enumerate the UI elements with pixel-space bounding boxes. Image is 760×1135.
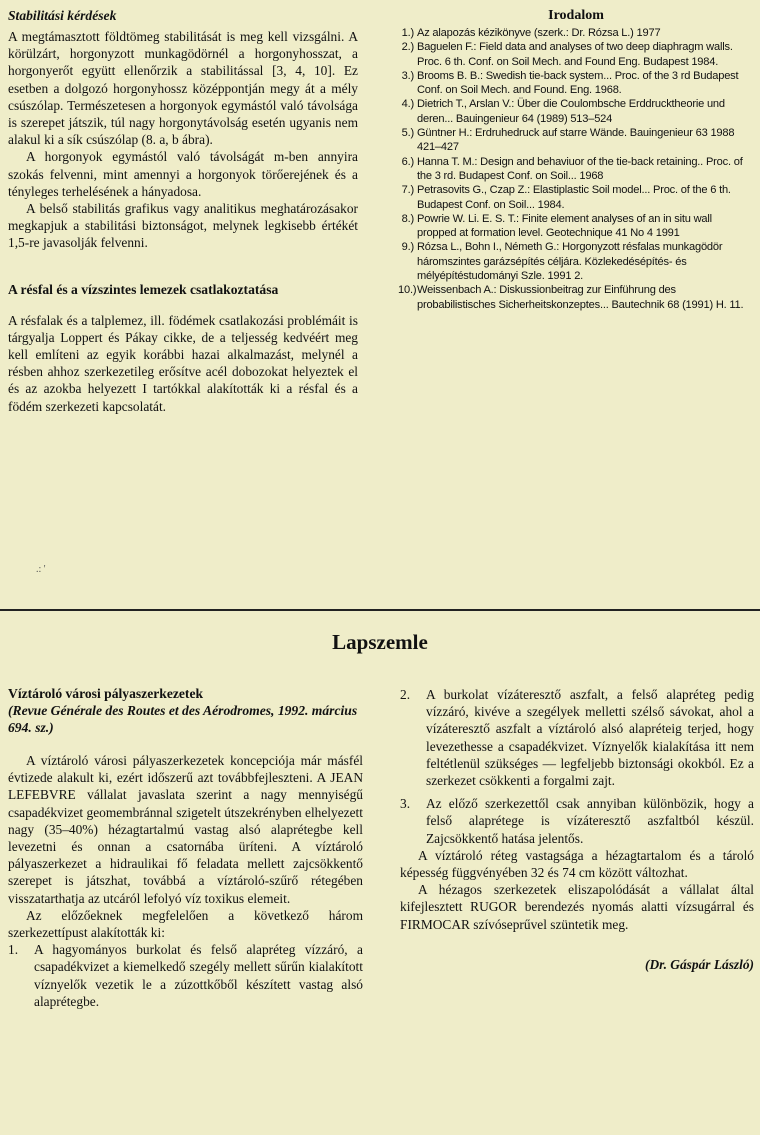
connection-paragraph: A résfalak és a talplemez, ill. födémek csatlakozási problémáit is tárgyalja Loppert és Pákay cikke, de a teljesség kedvéért meg kell említeni az egyik korábbi hazai alkalmazást, melynél a résben ahhoz szerkezetileg erősítve acél dobozokat helyeztek el és az azokba helyezett I tartókkal alakították ki a résfal és a födém szerkezeti kapcsolatát. [8,312,358,414]
list-item-2-number: 2. [400,687,411,702]
section-divider [0,609,760,611]
reference-text: Güntner H.: Erdruhedruck auf starre Wände. Bauingenieur 63 1988 421–427 [417,127,735,154]
list-item-1-number: 1. [8,942,19,958]
reference-number: 1.) [401,27,414,39]
list-item-2-text: A burkolat vízáteresztő aszfalt, a felső alapréteg pedig vízzáró, kivéve a szegélyek melletti szélső sávokat, ahol a vízáteresztő aszfalt a víztároló alsó alapréteig terjed, hogy levezethesse a csapadékvizet. Víznyelők kialakítása itt nem feltétlenül szükséges — legfeljebb biztonsági okokból. Ez a szerkezet csökkenti a forgalmi zajt. [426,687,754,789]
references-list [398,26,754,312]
reference-number: 3.) [401,69,414,82]
reference-item [398,183,754,212]
reference-item [398,212,754,241]
reference-text: Dietrich T., Arslan V.: Über die Coulombsche Erddrucktheorie und deren... Bauingenieur 64 (1989) 513–524 [417,98,725,125]
list-item-3-number: 3. [400,796,411,812]
review-paragraph-2: Az előzőeknek megfelelően a következő három szerkezettípust alakították ki: [8,907,363,941]
connection-heading: A résfal és a vízszintes lemezek csatlakoztatása [8,281,279,297]
references-section [398,8,754,312]
review-paragraph-4: A hézagos szerkezetek eliszapolódását a vállalat által kifejlesztett RUGOR berendezés nyomás alatti vízsugárral és FIRMOCAR szívóseprűvel szüntetik meg. [400,882,754,932]
list-item-2 [400,686,754,789]
reference-item [398,155,754,184]
reference-item [398,126,754,155]
reference-text: Brooms B. B.: Swedish tie-back system... Proc. of the 3 rd Budapest Conf. on Soil Mech. and Found. Eng. 1968. [417,69,739,97]
review-right-column [400,686,754,973]
reference-text: Powrie W. Li. E. S. T.: Finite element analyses of an in situ wall propped at formation level. Geotechnique 41 No 4 1991 [417,212,712,240]
list-item-1 [8,941,363,1010]
reference-number: 6.) [401,155,414,168]
reference-text: Hanna T. M.: Design and behaviuor of the tie-back retaining.. Proc. of the 3 rd. Budapest Conf. on Soil... 1968 [417,155,743,182]
review-heading: Víztároló városi pályaszerkezetek [8,686,204,701]
stability-paragraph-1: A megtámasztott földtömeg stabilitását is meg kell vizsgálni. A körülzárt, horgonyzott munkagödörnél a horgonyhosszat, a horgonyerőt együtt ellenőrzik a stabilitással [3, 4, 10]. Ez esetben a dolgozó horgonyhossz középpontján megy át a mély csúszólap. Természetesen a horgonyok egymástól való távolsága is szerepet játszik, túl nagy horgonytávolság esetén ugyanis nem alakul ki a sík csúszólap (8. a, b ábra). [8,29,358,148]
stability-paragraph-3: A belső stabilitás grafikus vagy analitikus meghatározásakor megkapjuk a stabilitási biztonságot, melynek legkisebb értékét 1,5-re javasolják felvenni. [8,201,358,251]
review-left-column [8,686,363,1010]
reference-number: 5.) [401,127,414,140]
reference-number: 8.) [401,212,414,225]
author-signature: (Dr. Gáspár László) [645,956,754,972]
reference-item [398,97,754,126]
stability-heading: Stabilitási kérdések [8,8,117,23]
reference-item [398,40,754,69]
reference-number: 2.) [401,41,414,54]
list-item-3 [400,795,754,847]
reference-item [398,283,754,312]
reference-text: Weissenbach A.: Diskussionbeitrag zur Einführung des probabilistisches Sicherheitskonzeptes... Bautechnik 68 (1991) H. 11. [417,284,744,311]
reference-text: Rózsa L., Bohn I., Németh G.: Horgonyzott résfalas munkagödör háromszintes garázsépítés céljára. Közlekedésépítés- és mélyépítéstudományi Szle. 1991 2. [417,241,723,283]
stability-section [8,8,358,415]
references-title: Irodalom [548,8,604,23]
reference-text: Baguelen F.: Field data and analyses of two deep diaphragm walls. Proc. 6 th. Conf. on Soil Mech. and Found Eng. Budapest 1984. [417,41,733,68]
reference-item [398,240,754,283]
reference-text: Petrasovits G., Czap Z.: Elastiplastic Soil model... Proc. of the 6 th. Budapest Conf. on Soil... 1984. [417,184,731,211]
reference-text: Az alapozás kézikönyve (szerk.: Dr. Rózsa L.) 1977 [417,27,661,39]
reference-number: 7.) [401,184,414,197]
reference-item [398,69,754,98]
reference-item [398,26,754,40]
list-item-3-text: Az előző szerkezettől csak annyiban különbözik, hogy a felső alaprétege is vízáteresztő aszfaltból készül. Zajcsökkentő hatása jelentős. [426,796,754,846]
reference-number: 9.) [401,241,414,254]
reference-number: 10.) [398,284,417,297]
review-paragraph-1: A víztároló városi pályaszerkezetek koncepciója már másfél évtizede alakult ki, ezért időszerű azt továbbfejleszteni. A JEAN LEFEBVRE vállalat javaslata szerint a nagy mennyiségű csapadékvizet geomembránnal szigetelt útszekrényben elhelyezett nagy (35–40%) hézagtartalmú vastag alsó alaprétegbe kell levezetni és onnan a csatornába üríteni. A víztároló pályaszerkezet a hidraulikai fő feladata mellett zajcsökkentő szerepet is játszhat, továbbá a víztároló-szűrő rétegében visszatarthatja az utcáról lefolyó víz toxikus elemeit. [8,753,363,906]
review-source: (Revue Générale des Routes et des Aérodromes, 1992. március 694. sz.) [8,703,358,735]
list-item-1-text: A hagyományos burkolat és felső alapréteg vízzáró, a csapadékvizet a kiemelkedő szegély mellett sűrűn kialakított víznyelők vezetik le a zúzottkőből készített vastag alsó alaprétegbe. [34,942,363,1009]
reference-number: 4.) [401,98,414,111]
stability-paragraph-2: A horgonyok egymástól való távolságát m-ben annyira szokás felvenni, mint amennyi a horgonyok törőerejének és a tényleges terhelésének a hányadosa. [8,149,358,199]
review-paragraph-3: A víztároló réteg vastagsága a hézagtartalom és a tároló képesség függvényében 32 és 74 cm között változhat. [400,847,754,881]
section-title: Lapszemle [332,630,428,654]
scan-specks: .: ' [36,564,46,575]
